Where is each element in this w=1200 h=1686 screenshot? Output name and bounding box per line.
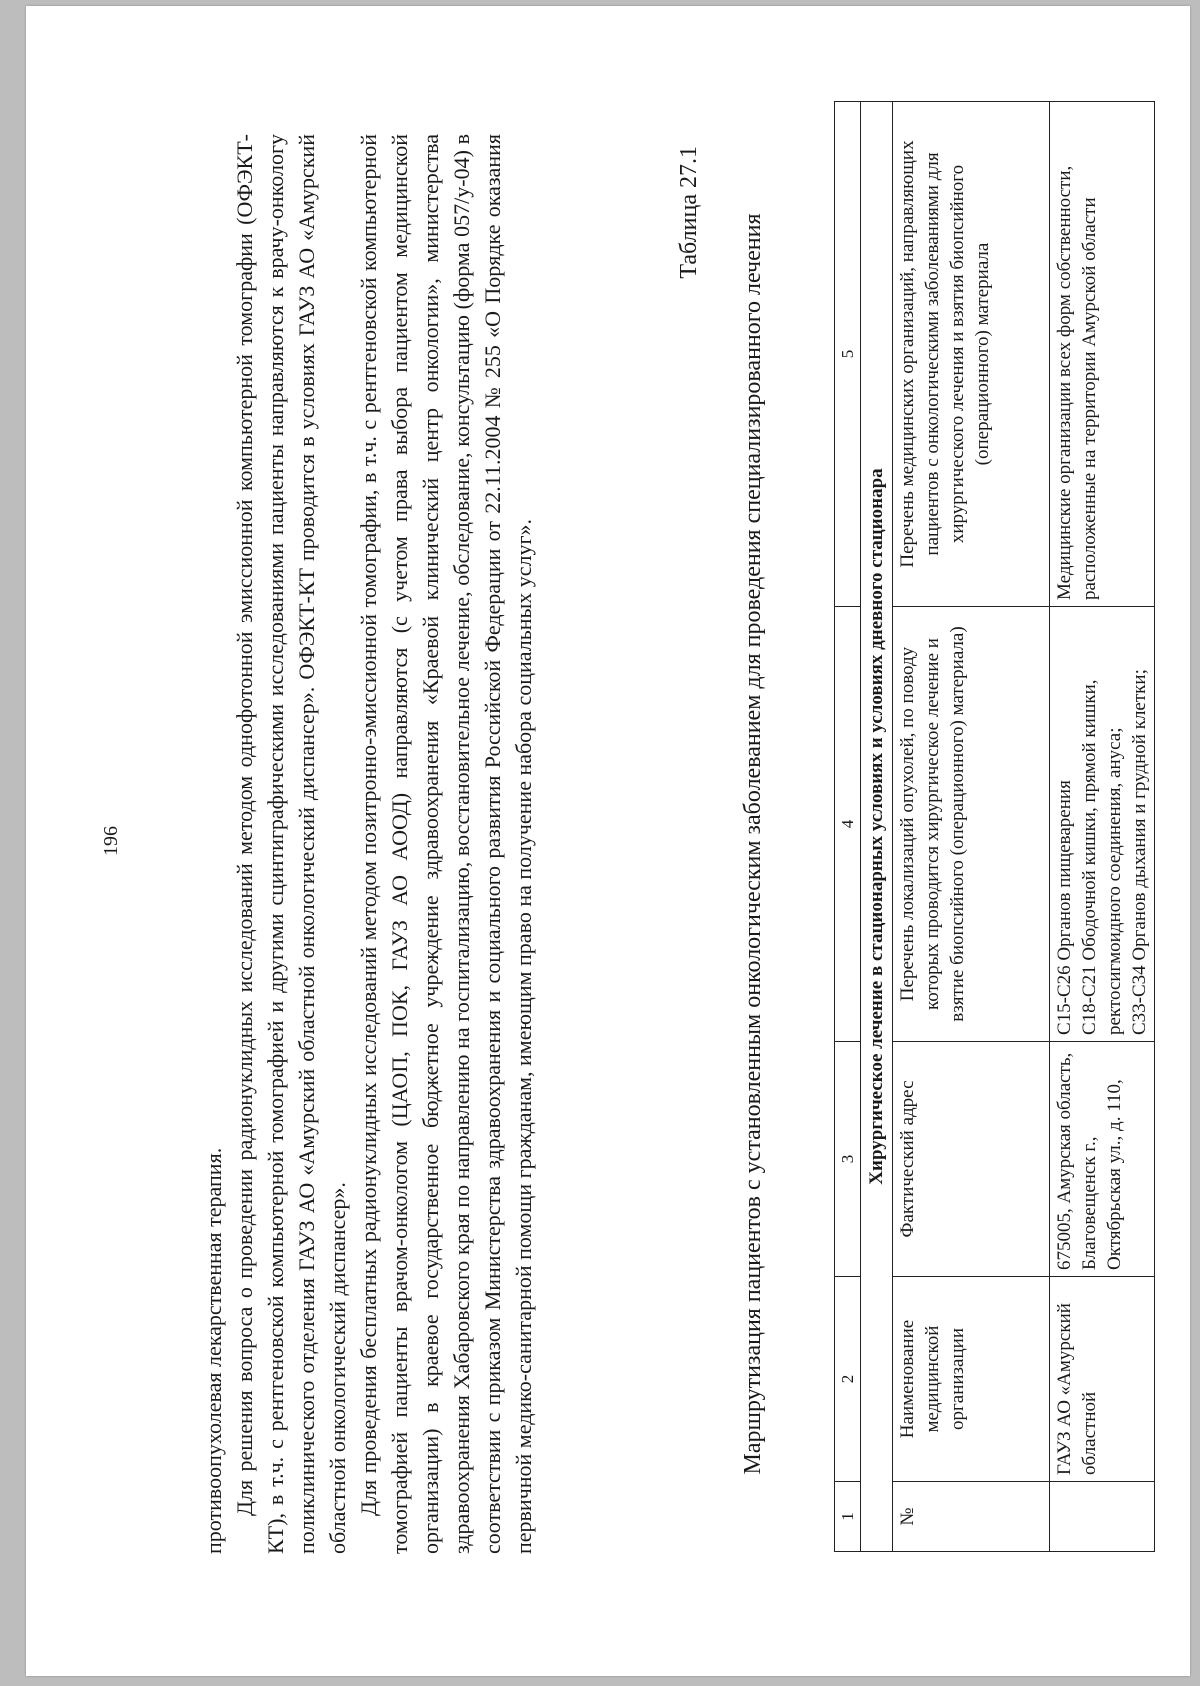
table-header-cell: Фактический адрес <box>893 1042 1050 1277</box>
table-section-title-row <box>861 102 893 1552</box>
rotated-page-content <box>26 6 1190 1676</box>
table-header-cell: № <box>893 1482 1050 1552</box>
table-cell: Медицинские организации всех форм собственности, расположенные на территории Амурской области <box>1050 102 1155 607</box>
table-cell: С15-С26 Органов пищеварения С18-С21 Ободочной кишки, прямой кишки, ректосигмоидного соединения, ануса; С33-С34 Органов дыхания и грудной клетки; <box>1050 607 1155 1042</box>
table-cell: 675005, Амурская область, Благовещенск г., Октябрьская ул., д. 110, <box>1050 1042 1155 1277</box>
table-caption: Маршрутизация пациентов с установленным онкологическим заболеванием для проведения специализированного лечения <box>740 213 766 1475</box>
document-page <box>26 6 1190 1676</box>
table-header-row <box>893 102 1050 1552</box>
page-number: 196 <box>100 826 122 856</box>
table-header-cell: Перечень локализаций опухолей, по поводу которых проводится хирургическое лечение и взятие биопсийного (операционного) материала) <box>893 607 1050 1042</box>
body-text <box>198 134 539 1554</box>
table-cell: 4 <box>835 607 861 1042</box>
table-cell: 3 <box>835 1042 861 1277</box>
paragraph: противоопухолевая лекарственная терапия. <box>201 1147 226 1554</box>
table-cell: 5 <box>835 102 861 607</box>
table-header-cell: Перечень медицинских организаций, направляющих пациентов с онкологическими заболеваниями для хирургического лечения и взятия биопсийного (операционного) материала <box>893 102 1050 607</box>
table-column-numbers <box>835 102 861 1552</box>
table-cell <box>1050 1482 1155 1552</box>
table-cell: ГАУЗ АО «Амурский областной <box>1050 1277 1155 1482</box>
table-section-title: Хирургическое лечение в стационарных условиях и условиях дневного стационара <box>861 102 893 1552</box>
routing-table <box>834 101 1155 1552</box>
paragraph: Для решения вопроса о проведении радионуклидных исследований методом однофотонной эмиссионной компьютерной томографии (ОФЭКТ-КТ), в т.ч. с рентгеновской компьютерной томографией и другими сцинтиграфическими исследованиями пациенты направляются к врачу-онкологу поликлинического отделения ГАУЗ АО «Амурский областной онкологический диспансер». ОФЭКТ-КТ проводится в условиях ГАУЗ АО «Амурский областной онкологический диспансер». <box>232 134 350 1554</box>
table-header-cell: Наименование медицинской организации <box>893 1277 1050 1482</box>
paragraph: Для проведения бесплатных радионуклидных исследований методом позитронно-эмиссионной томографии, в т.ч. с рентгеновской компьютерной томографией пациенты врачом-онкологом (ЦАОП, ПОК, ГАУЗ АО АООД) направляются (с учетом права выбора пациентом медицинской организации) в краевое государственное бюджетное учреждение здравоохранения «Краевой клинический центр онкологии», министерства здравоохранения Хабаровского края по направлению на госпитализацию, восстановительное лечение, обследование, консультацию (форма 057/у-04) в соответствии с приказом Министерства здравоохранения и социального развития Российской Федерации от 22.11.2004 № 255 «О Порядке оказания первичной медико-санитарной помощи гражданам, имеющим право на получение набора социальных услуг». <box>356 134 536 1554</box>
table-cell: 1 <box>835 1482 861 1552</box>
table-cell: 2 <box>835 1277 861 1482</box>
table-row <box>1050 102 1155 1552</box>
table-number: Таблица 27.1 <box>676 146 702 279</box>
